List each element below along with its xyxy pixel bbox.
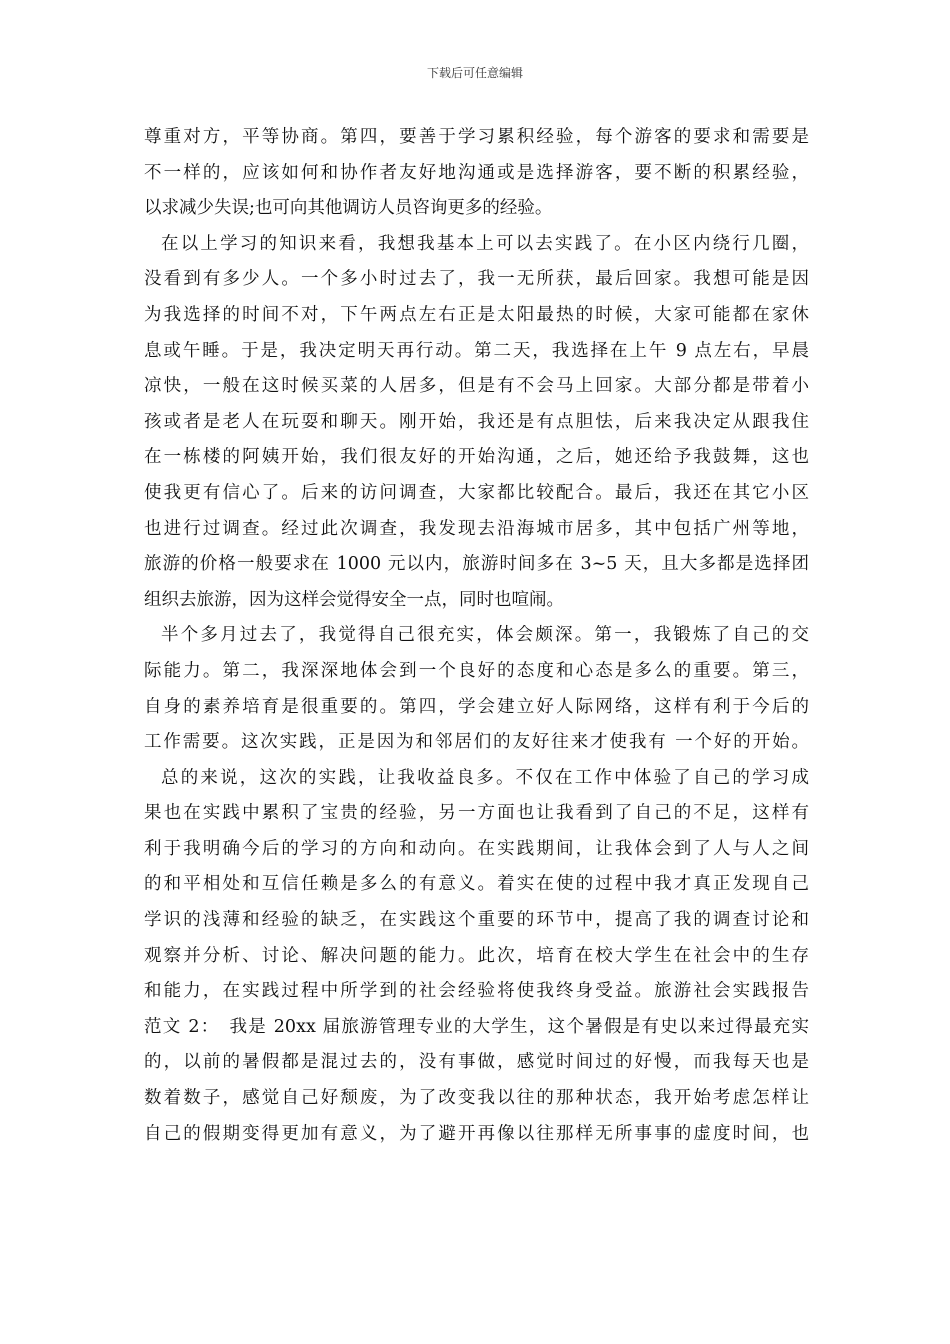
text-line: 际能力。第二，我深深地体会到一个良好的态度和心态是多么的重要。第三， (144, 660, 809, 681)
text-line: 果也在实践中累积了宝贵的经验，另一方面也让我看到了自己的不足，这样有 (144, 803, 809, 824)
text-line: 凉快，一般在这时候买菜的人居多，但是有不会马上回家。大部分都是带着小 (144, 376, 809, 397)
text-line: 不一样的，应该如何和协作者友好地沟通或是选择游客，要不断的积累经验， (144, 162, 809, 183)
text-line: 观察并分析、讨论、解决问题的能力。此次，培育在校大学生在社会中的生存 (144, 945, 809, 966)
text-line: 的和平相处和互信任赖是多么的有意义。着实在使的过程中我才真正发现自己 (144, 874, 809, 895)
text-line: 数着数子，感觉自己好颓废，为了改变我以往的那种状态，我开始考虑怎样让 (144, 1088, 809, 1109)
text-line: 的，以前的暑假都是混过去的，没有事做，感觉时间过的好慢，而我每天也是 (144, 1052, 809, 1073)
text-line: 总的来说，这次的实践，让我收益良多。不仅在工作中体验了自己的学习成 (161, 767, 809, 788)
text-line: 没看到有多少人。一个多小时过去了，我一无所获，最后回家。我想可能是因 (144, 269, 809, 290)
text-line: 利于我明确今后的学习的方向和动向。在实践期间，让我体会到了人与人之间 (144, 838, 809, 859)
text-line: 尊重对方，平等协商。第四，要善于学习累积经验，每个游客的要求和需要是 (144, 127, 809, 147)
text-line: 以求减少失误;也可向其他调访人员咨询更多的经验。 (144, 198, 553, 219)
document-body (144, 120, 809, 1152)
text-line: 工作需要。这次实践，正是因为和邻居们的友好往来才使我有 一个好的开始。 (144, 732, 809, 753)
text-line: 学识的浅薄和经验的缺乏，在实践这个重要的环节中，提高了我的调查讨论和 (144, 910, 809, 931)
text-line: 和能力，在实践过程中所学到的社会经验将使我终身受益。旅游社会实践报告 (144, 981, 809, 1002)
text-line: 在以上学习的知识来看，我想我基本上可以去实践了。在小区内绕行几圈， (161, 233, 809, 254)
text-line: 旅游的价格一般要求在 1000 元以内，旅游时间多在 3~5 天，且大多都是选择团 (144, 554, 809, 575)
text-line: 自己的假期变得更加有意义，为了避开再像以往那样无所事事的虚度时间，也 (144, 1123, 809, 1144)
text-line: 组织去旅游，因为这样会觉得安全一点，同时也喧闹。 (144, 589, 564, 610)
text-line: 使我更有信心了。后来的访问调查，大家都比较配合。最后，我还在其它小区 (144, 482, 809, 503)
text-line: 也进行过调查。经过此次调查，我发现去沿海城市居多，其中包括广州等地， (144, 518, 809, 539)
text-line: 在一栋楼的阿姨开始，我们很友好的开始沟通，之后，她还给予我鼓舞，这也 (144, 447, 809, 468)
text-line: 范文 2： 我是 20xx 届旅游管理专业的大学生，这个暑假是有史以来过得最充实 (144, 1016, 809, 1037)
text-line: 自身的素养培育是很重要的。第四，学会建立好人际网络，这样有利于今后的 (144, 696, 809, 717)
text-line: 孩或者是老人在玩耍和聊天。刚开始，我还是有点胆怯，后来我决定从跟我住 (144, 411, 809, 432)
text-line: 为我选择的时间不对，下午两点左右正是太阳最热的时候，大家可能都在家休 (144, 304, 809, 325)
page-header-note: 下载后可任意编辑 (426, 66, 523, 80)
text-line: 息或午睡。于是，我决定明天再行动。第二天，我选择在上午 9 点左右，早晨 (144, 340, 809, 361)
text-line: 半个多月过去了，我觉得自己很充实，体会颇深。第一，我锻炼了自己的交 (161, 625, 809, 646)
